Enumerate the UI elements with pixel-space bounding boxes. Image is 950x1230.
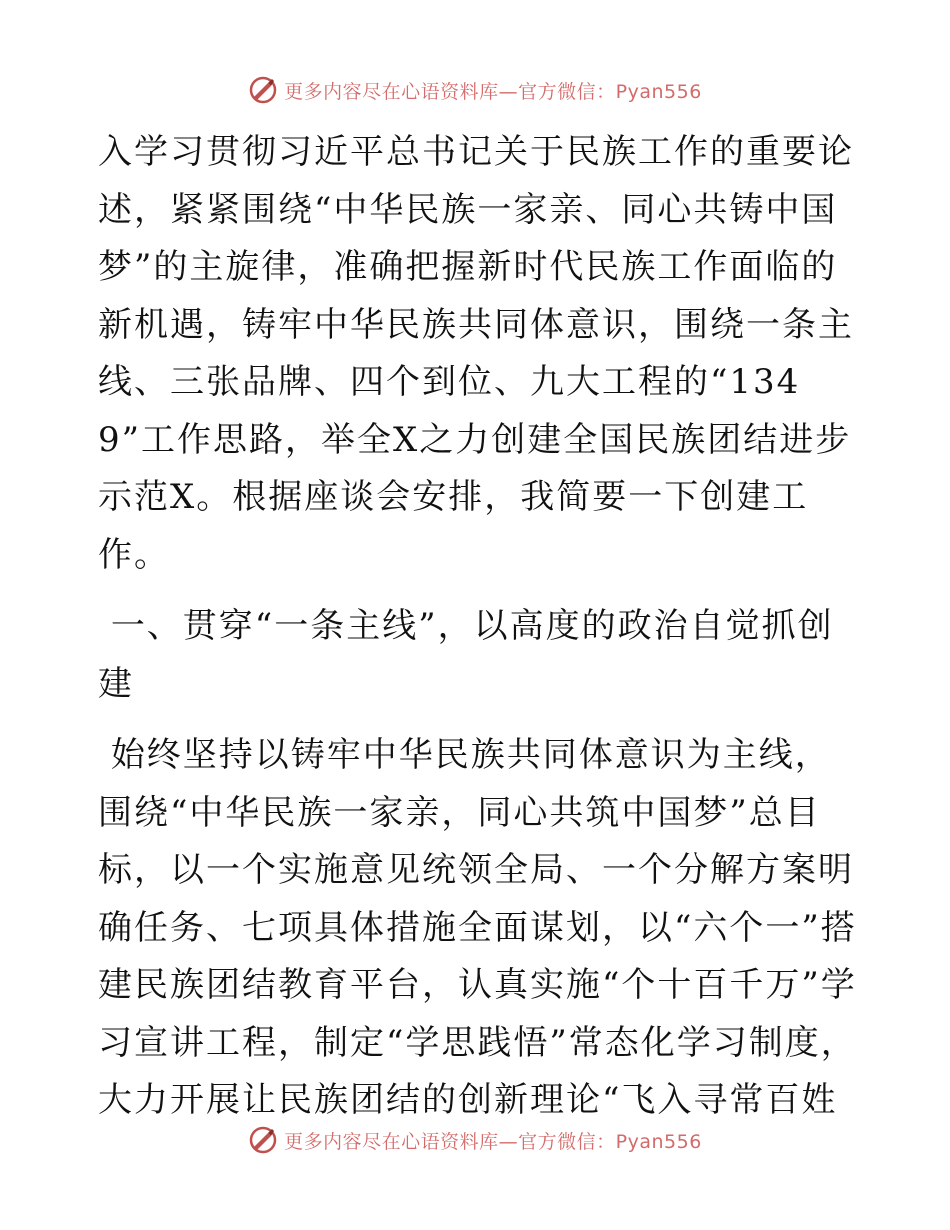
watermark-text: 更多内容尽在心语资料库—官方微信：Pyan556	[284, 80, 702, 103]
pen-circle-logo-icon	[248, 1125, 278, 1155]
section-heading: 一、贯穿“一条主线”，以高度的政治自觉抓创建	[98, 606, 834, 704]
section-paragraph: 始终坚持以铸牢中华民族共同体意识为主线，围绕“中华民族一家亲，同心共筑中国梦”总目标，以一个实施意见统领全局、一个分解方案明确任务、七项具体措施全面谋划，以“六个一”搭建民族团结教育平台，认真实施“个十百千万”学习宣讲工程，制定“学思践悟”常态化学习制度，大力开展让民族团结的创新理论“飞入寻常百姓	[98, 735, 857, 1120]
footer-watermark	[0, 1120, 950, 1160]
pen-circle-logo-icon	[248, 75, 278, 105]
header-watermark	[0, 70, 950, 110]
watermark-text: 更多内容尽在心语资料库—官方微信：Pyan556	[284, 1130, 702, 1153]
intro-paragraph: 入学习贯彻习近平总书记关于民族工作的重要论述，紧紧围绕“中华民族一家亲、同心共铸中国梦”的主旋律，准确把握新时代民族工作面临的新机遇，铸牢中华民族共同体意识，围绕一条主线、三张品牌、四个到位、九大工程的“1349”工作思路，举全X之力创建全国民族团结进步示范X。根据座谈会安排，我简要一下创建工作。	[98, 132, 854, 575]
document-body	[98, 124, 858, 1130]
